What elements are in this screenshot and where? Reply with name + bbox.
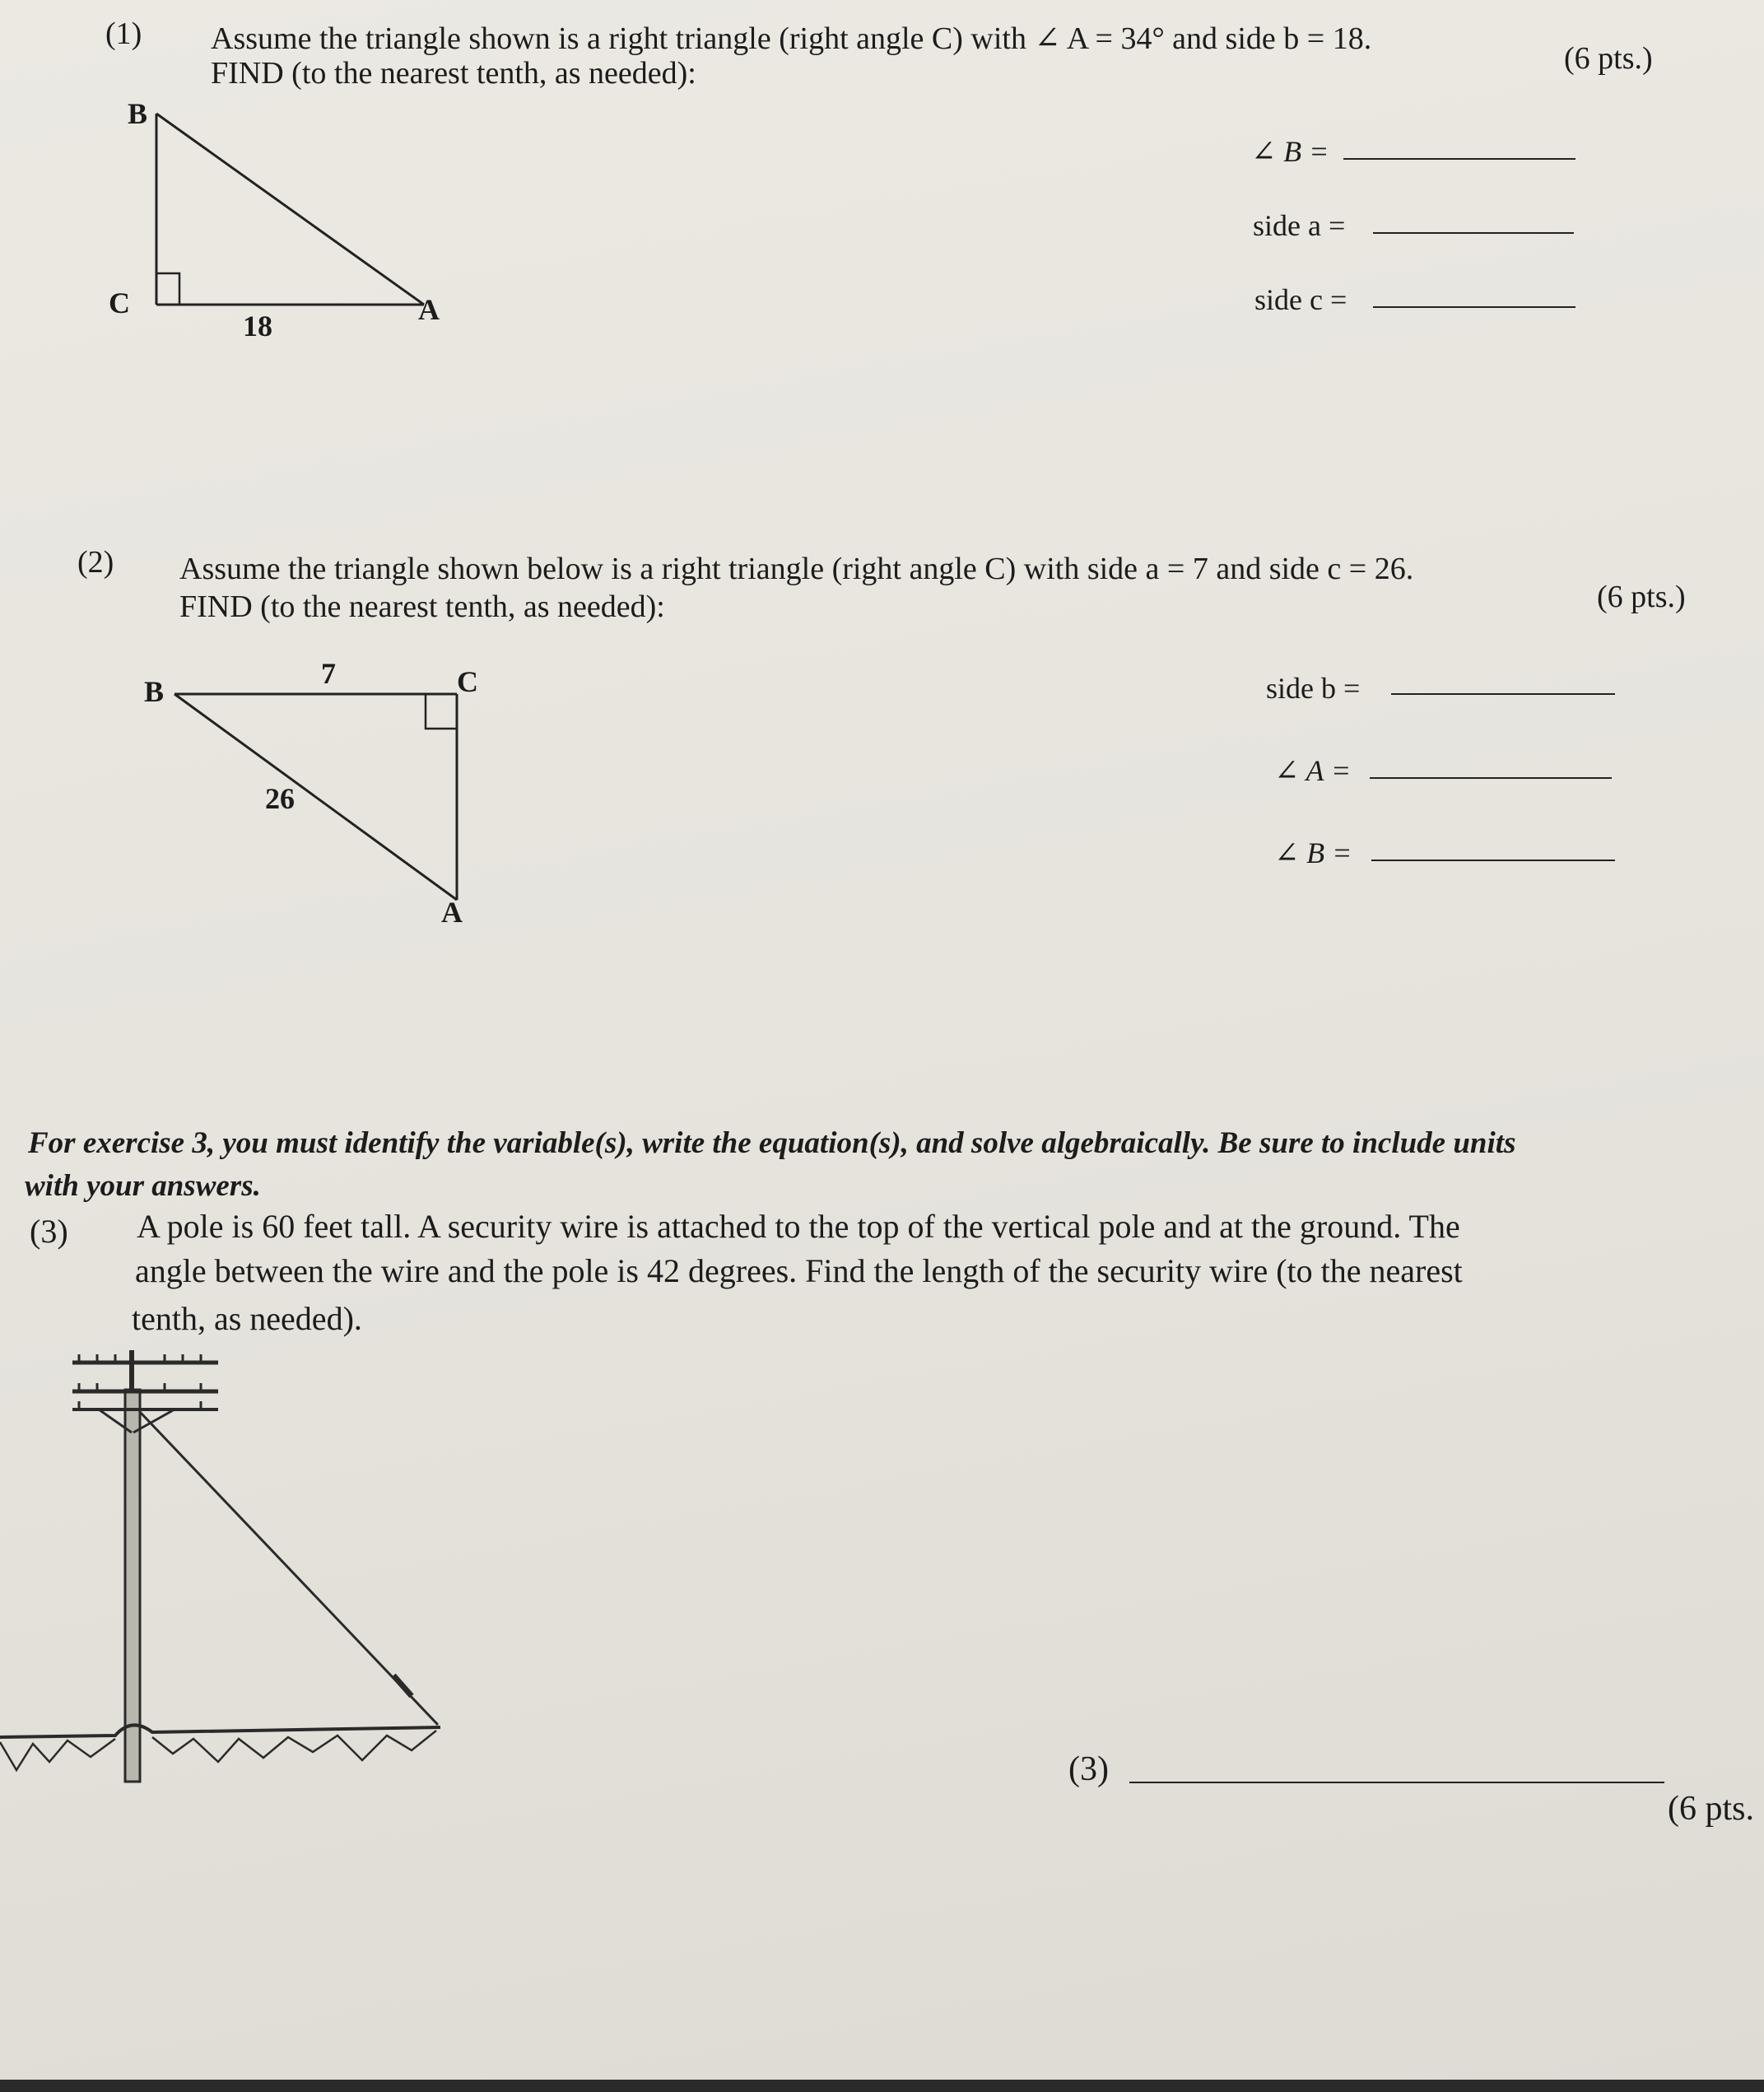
problem2-answer-blank-angle-a[interactable] bbox=[1370, 777, 1612, 779]
problem2-answer-label-side-b: side b = bbox=[1266, 672, 1361, 705]
problem2-triangle bbox=[175, 694, 457, 900]
problem2-hypotenuse-label: 26 bbox=[265, 782, 295, 815]
problem1-side-label: 18 bbox=[243, 310, 272, 342]
problem2-answer-blank-angle-b[interactable] bbox=[1371, 860, 1615, 861]
problem2-number: (2) bbox=[77, 545, 114, 580]
problem1-answer-label-side-a: side a = bbox=[1253, 209, 1346, 242]
problem1-vertex-c: C bbox=[109, 287, 130, 319]
problem1-answer-label-side-c: side c = bbox=[1254, 283, 1347, 316]
problem2-statement-line1: Assume the triangle shown below is a right triangle (right angle C) with side a = 7 and side c = 26. bbox=[179, 552, 1414, 586]
problem1-points: (6 pts.) bbox=[1564, 41, 1653, 76]
problem2-vertex-b: B bbox=[144, 675, 165, 708]
problem2-answer-label-angle-b: ∠ B = bbox=[1274, 836, 1352, 869]
problem1-answer-label-angle-b: ∠ B = bbox=[1251, 135, 1329, 168]
problem2-points: (6 pts.) bbox=[1597, 580, 1686, 614]
exercise3-instructions-line2: with your answers. bbox=[25, 1169, 261, 1203]
problem1-answer-blank-side-a[interactable] bbox=[1373, 232, 1574, 234]
problem2-vertex-a: A bbox=[441, 896, 463, 929]
problem3-statement-line3: tenth, as needed). bbox=[132, 1300, 362, 1337]
problem2-answer-blank-side-b[interactable] bbox=[1391, 693, 1615, 695]
page-bottom-edge bbox=[0, 2080, 1764, 2092]
problem1-answer-blank-side-c[interactable] bbox=[1373, 306, 1575, 308]
problem2-answer-label-angle-a: ∠ A = bbox=[1274, 754, 1352, 787]
problem1-vertex-a: A bbox=[418, 293, 440, 326]
problem2-vertex-c: C bbox=[457, 665, 478, 698]
problem3-number: (3) bbox=[30, 1213, 68, 1250]
problem3-statement-line2: angle between the wire and the pole is 42 degrees. Find the length of the security wire (to the nearest bbox=[135, 1252, 1463, 1289]
problem1-statement-line1: Assume the triangle shown is a right triangle (right angle C) with ∠ A = 34° and side b = 18. bbox=[211, 21, 1372, 56]
problem2-statement-line2: FIND (to the nearest tenth, as needed): bbox=[179, 589, 665, 624]
problem1-statement-line2: FIND (to the nearest tenth, as needed): bbox=[211, 56, 696, 91]
problem1-vertex-b: B bbox=[128, 97, 148, 130]
utility-pole-figure bbox=[0, 1350, 440, 1782]
problem1-number: (1) bbox=[105, 16, 142, 51]
problem1-triangle bbox=[156, 114, 424, 305]
problem2-top-side-label: 7 bbox=[321, 657, 336, 690]
problem3-answer-blank[interactable] bbox=[1129, 1782, 1664, 1783]
problem3-statement-line1: A pole is 60 feet tall. A security wire is attached to the top of the vertical pole and at the ground. The bbox=[137, 1208, 1460, 1245]
problem3-points: (6 pts. bbox=[1668, 1790, 1754, 1828]
exercise3-instructions-line1: For exercise 3, you must identify the variable(s), write the equation(s), and solve algebraically. Be sure to include units bbox=[28, 1126, 1516, 1160]
problem3-answer-label: (3) bbox=[1068, 1750, 1109, 1788]
problem1-answer-blank-angle-b[interactable] bbox=[1343, 158, 1575, 160]
